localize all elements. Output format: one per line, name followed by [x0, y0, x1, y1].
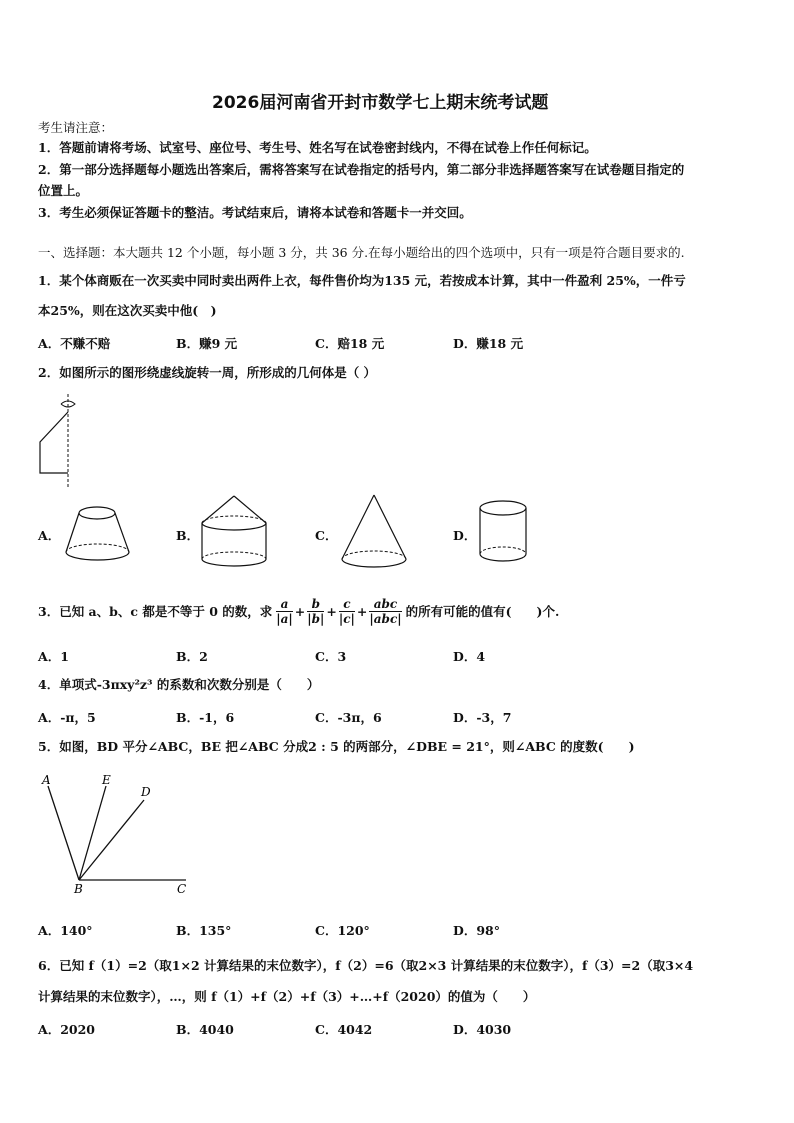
frustum-icon [62, 502, 134, 570]
point-d-label: D [141, 785, 151, 799]
point-e-label: E [102, 773, 111, 787]
q3-option-d: D．4 [453, 649, 486, 664]
q1-option-d: D．赚18 元 [453, 336, 524, 351]
q4-option-d: D．-3，7 [453, 710, 512, 725]
q6-line1: 6．已知 f（1）=2（取1×2 计算结果的末位数字），f（2）=6（取2×3 计算结果的末位数字），f（3）=2（取3×4 [38, 958, 694, 973]
q3-question: 3．已知 a、b、c 都是不等于 0 的数，求 $\frac{a}{|a|}$ + $\frac{b}{|b|}$ + $\frac{c}{|c|}$ + $\frac{\text{abc}}{\text{|abc|}}$ 的所有可能的值有( )个. [38, 597, 560, 626]
q5-text: 5．如图，BD 平分∠ABC，BE 把∠ABC 分成2 : 5 的两部分，∠DBE = 21°，则∠ABC 的度数( ) [38, 739, 635, 754]
q5-option-d: D．98° [453, 923, 500, 938]
q3-option-c: C．3 [315, 649, 347, 664]
q2-option-a: A． [38, 528, 61, 543]
q2-option-d: D． [453, 528, 477, 543]
q5-option-b: B．135° [176, 923, 232, 938]
notice-item-2: 2．第一部分选择题每小题选出答案后，需将答案写在试卷指定的括号内，第二部分非选择题答案写在试卷题目指定的 [38, 162, 685, 177]
q6-option-c: C．4042 [315, 1022, 373, 1037]
notice-heading: 考生请注意： [38, 120, 114, 135]
q4-text: 4．单项式-3πxy²z³ 的系数和次数分别是（ ） [38, 677, 320, 692]
q2-text: 2．如图所示的图形绕虚线旋转一周，所形成的几何体是（ ） [38, 365, 377, 380]
q1-line2: 本25%，则在这次买卖中他( ) [38, 303, 217, 318]
point-c-label: C [177, 882, 187, 896]
point-b-label: B [74, 882, 83, 896]
q1-option-b: B．赚9 元 [176, 336, 238, 351]
q3-frac-a: $\frac{a}{|a|}$ [276, 597, 293, 626]
cylinder-icon [478, 498, 530, 568]
q3-option-a: A．1 [38, 649, 69, 664]
section-heading: 一、选择题：本大题共 12 个小题，每小题 3 分，共 36 分.在每小题给出的四个选项中，只有一项是符合题目要求的. [38, 245, 685, 260]
notice-item-2-cont: 位置上。 [38, 183, 89, 198]
q6-line2: 计算结果的末位数字），…，则 f（1）+f（2）+f（3）+…+f（2020）的值为（ ） [38, 989, 536, 1004]
q5-option-c: C．120° [315, 923, 370, 938]
q2-option-b: B． [176, 528, 200, 543]
q3-suffix: 的所有可能的值有( )个. [405, 604, 560, 619]
q6-option-a: A．2020 [38, 1022, 95, 1037]
q1-option-c: C．赔18 元 [315, 336, 385, 351]
notice-item-3: 3．考生必须保证答题卡的整洁。考试结束后，请将本试卷和答题卡一并交回。 [38, 205, 472, 220]
q6-option-b: B．4040 [176, 1022, 234, 1037]
q4-option-c: C．-3π，6 [315, 710, 382, 725]
q3-option-b: B．2 [176, 649, 208, 664]
cone-on-cylinder-icon [198, 493, 270, 573]
q5-angle-figure [36, 770, 196, 895]
q4-option-b: B．-1，6 [176, 710, 235, 725]
q3-frac-b: $\frac{b}{|b|}$ [307, 597, 325, 626]
rotated-shape [40, 412, 68, 473]
q1-option-a: A．不赚不赔 [38, 336, 111, 351]
q5-option-a: A．140° [38, 923, 93, 938]
q3-prefix: 3．已知 a、b、c 都是不等于 0 的数，求 [38, 604, 273, 619]
point-a-label: A [42, 773, 51, 787]
q2-option-c: C． [315, 528, 338, 543]
q1-line1: 1．某个体商贩在一次买卖中同时卖出两件上衣，每件售价均为135 元，若按成本计算，其中一件盈利 25%，一件亏 [38, 273, 686, 288]
notice-item-1: 1．答题前请将考场、试室号、座位号、考生号、姓名写在试卷密封线内，不得在试卷上作任何标记。 [38, 140, 597, 155]
q3-frac-abc: $\frac{\text{abc}}{\text{|abc|}}$ [369, 597, 402, 626]
q3-frac-c: $\frac{c}{|c|}$ [338, 597, 355, 626]
q2-rotation-figure [30, 390, 90, 490]
page-title: 2026届河南省开封市数学七上期末统考试题 [212, 93, 549, 113]
cone-icon [338, 493, 410, 575]
q6-option-d: D．4030 [453, 1022, 512, 1037]
q4-option-a: A．-π，5 [38, 710, 96, 725]
